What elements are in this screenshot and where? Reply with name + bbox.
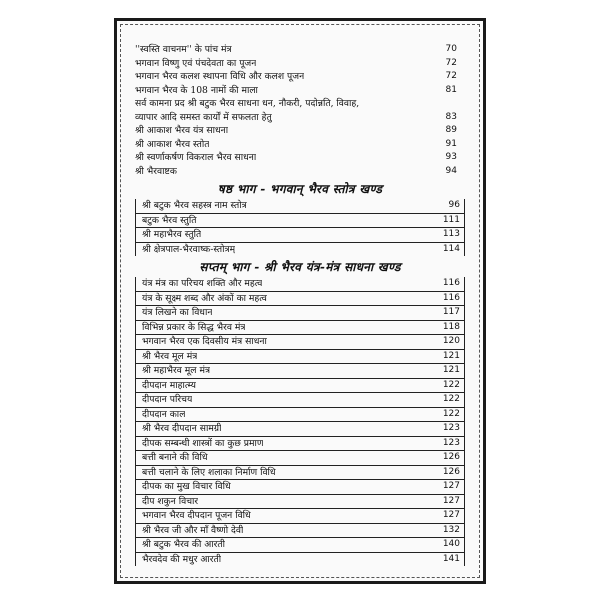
- toc-entry-title: विभिन्न प्रकार के सिद्ध भैरव मंत्र: [142, 321, 246, 333]
- toc-entry-page: 81: [445, 84, 457, 95]
- toc-entry-title: श्री भैरव मूल मंत्र: [142, 350, 198, 362]
- toc-entry: [135, 84, 465, 98]
- toc-entry-page: 121: [442, 350, 460, 361]
- table-of-contents: [135, 43, 465, 566]
- toc-entry: [135, 97, 465, 124]
- toc-entry: [135, 151, 465, 165]
- toc-entry-page: 116: [442, 278, 460, 288]
- toc-entry-page: 113: [442, 229, 460, 239]
- toc-entry-title: भगवान भैरव दीपदान पूजन विधि: [142, 510, 251, 521]
- toc-entry-page: 122: [442, 408, 460, 419]
- toc-entry-page: 70: [445, 44, 457, 54]
- toc-entry-title: दीप शकुन विचार: [142, 495, 199, 507]
- toc-entry-title: ''स्वस्ति वाचनम'' के पांच मंत्र: [135, 44, 232, 55]
- toc-entry-page: 141: [442, 553, 460, 564]
- toc-entry: [135, 124, 465, 138]
- toc-entry: [136, 553, 464, 567]
- toc-entry-page: 89: [445, 125, 457, 135]
- toc-entry-page: 120: [442, 336, 460, 346]
- toc-entry: [136, 422, 464, 437]
- toc-entry-title: भगवान भैरव एक दिवसीय मंत्र साधना: [142, 336, 267, 347]
- toc-entry-page: 114: [442, 243, 460, 254]
- section-3-list: [135, 277, 465, 566]
- toc-entry-page: 122: [442, 379, 460, 390]
- book-page: [114, 18, 486, 584]
- toc-entry: [136, 277, 464, 292]
- toc-entry: [135, 43, 465, 57]
- toc-entry-title: श्री भैरव दीपदान सामग्री: [142, 423, 222, 434]
- toc-entry-title: दीपदान माहात्म्य: [142, 379, 196, 391]
- toc-entry: [136, 393, 464, 408]
- toc-entry-title: दीपक सम्बन्धी शास्त्रों का कुछ प्रमाण: [142, 437, 264, 449]
- toc-entry-title: श्री बटुक भैरव सहस्त्र नाम स्तोत्र: [142, 200, 247, 211]
- toc-entry-page: 94: [445, 165, 457, 176]
- toc-entry-title: बत्ती बनाने की विधि: [142, 452, 208, 463]
- toc-entry-title: भगवान विष्णु एवं पंचदेवता का पूजन: [135, 57, 257, 69]
- section-heading: सप्तम् भाग - श्री भैरव यंत्र-मंत्र साधना खण्ड: [199, 260, 401, 274]
- toc-entry-title: दीपदान काल: [142, 408, 186, 420]
- toc-entry-title-continued: व्यापार आदि समस्त कार्यों में सफलता हेतु: [135, 111, 272, 123]
- toc-entry-page: 96: [448, 200, 460, 210]
- toc-entry-page: 121: [442, 365, 460, 375]
- toc-entry: [136, 364, 464, 379]
- toc-entry: [136, 243, 464, 257]
- toc-entry: [136, 292, 464, 307]
- toc-entry-title: यंत्र लिखने का विधान: [142, 307, 213, 318]
- toc-entry-page: 126: [442, 452, 460, 462]
- toc-entry: [136, 437, 464, 452]
- toc-entry-title: यंत्र मंत्र का परिचय शक्ति और महत्व: [142, 278, 263, 289]
- section-1-list: [135, 43, 465, 178]
- toc-entry: [136, 480, 464, 495]
- toc-entry-title: श्री महाभैरव मूल मंत्र: [142, 365, 211, 376]
- toc-entry: [136, 379, 464, 394]
- toc-entry-page: 126: [442, 466, 460, 477]
- toc-entry-title: दीपक का मुख विचार विधि: [142, 481, 231, 492]
- toc-entry-page: 72: [445, 71, 457, 81]
- toc-entry: [135, 70, 465, 84]
- section-2-list: [135, 199, 465, 256]
- toc-entry-page: 116: [442, 292, 460, 303]
- toc-entry-page: 83: [445, 111, 457, 122]
- toc-entry-title: भैरवदेव की मधुर आरती: [142, 553, 222, 565]
- toc-entry: [136, 524, 464, 539]
- section-heading: षष्ठ भाग - भगवान् भैरव स्तोत्र खण्ड: [217, 182, 383, 196]
- toc-entry-page: 123: [442, 437, 460, 448]
- toc-entry-title: भगवान भैरव के 108 नामों की माला: [135, 84, 258, 96]
- toc-entry-title: श्री महाभैरव स्तुति: [142, 229, 202, 240]
- toc-entry-page: 127: [442, 510, 460, 520]
- toc-entry-page: 117: [442, 307, 460, 317]
- toc-entry: [136, 495, 464, 510]
- toc-entry: [136, 466, 464, 481]
- toc-entry-title: श्री भैरव जी और माँ वैष्णो देवी: [142, 524, 244, 536]
- toc-entry-title: श्री स्वर्णाकर्षण विकराल भैरव साधना: [135, 152, 257, 163]
- toc-entry: [136, 451, 464, 466]
- toc-entry: [136, 321, 464, 336]
- toc-entry-title: श्री आकाश भैरव स्तोत: [135, 138, 210, 150]
- toc-entry-title: श्री आकाश भैरव यंत्र साधना: [135, 125, 229, 136]
- toc-entry: [136, 509, 464, 524]
- toc-entry-page: 72: [445, 57, 457, 68]
- toc-entry: [136, 228, 464, 243]
- toc-entry-page: 127: [442, 495, 460, 506]
- toc-entry-title: दीपदान परिचय: [142, 394, 193, 405]
- toc-entry: [136, 538, 464, 553]
- toc-entry-title: श्री भैरवाष्टक: [135, 165, 177, 177]
- toc-entry: [135, 138, 465, 152]
- toc-entry: [136, 306, 464, 321]
- toc-entry: [135, 57, 465, 71]
- toc-entry-page: 118: [442, 321, 460, 332]
- toc-entry-title: बटुक भैरव स्तुति: [142, 214, 197, 226]
- toc-entry-page: 123: [442, 423, 460, 433]
- toc-entry-title: बत्ती चलाने के लिए शलाका निर्माण विधि: [142, 466, 276, 478]
- toc-entry: [136, 335, 464, 350]
- toc-entry-page: 93: [445, 152, 457, 162]
- toc-entry: [136, 350, 464, 365]
- toc-entry-page: 122: [442, 394, 460, 404]
- toc-entry-page: 111: [442, 214, 460, 225]
- toc-entry-title: यंत्र के सूक्ष्म शब्द और अंकों का महत्व: [142, 292, 267, 304]
- toc-entry-title: सर्व कामना प्रद श्री बटुक भैरव साधना धन, नौकरी, पदोन्नति, विवाह,: [135, 98, 360, 109]
- toc-entry-page: 132: [442, 524, 460, 535]
- toc-entry: [136, 214, 464, 229]
- toc-entry-title: श्री क्षेत्रपाल-भैरवाष्क-स्तोत्रम्: [142, 243, 236, 255]
- toc-entry: [136, 408, 464, 423]
- toc-entry-page: 140: [442, 539, 460, 549]
- toc-entry-page: 91: [445, 138, 457, 149]
- toc-entry-page: 127: [442, 481, 460, 491]
- toc-entry: [135, 165, 465, 179]
- toc-entry-title: भगवान भैरव कलश स्थापना विधि और कलश पूजन: [135, 71, 305, 82]
- toc-entry-title: श्री बटुक भैरव की आरती: [142, 539, 226, 550]
- toc-entry: [136, 199, 464, 214]
